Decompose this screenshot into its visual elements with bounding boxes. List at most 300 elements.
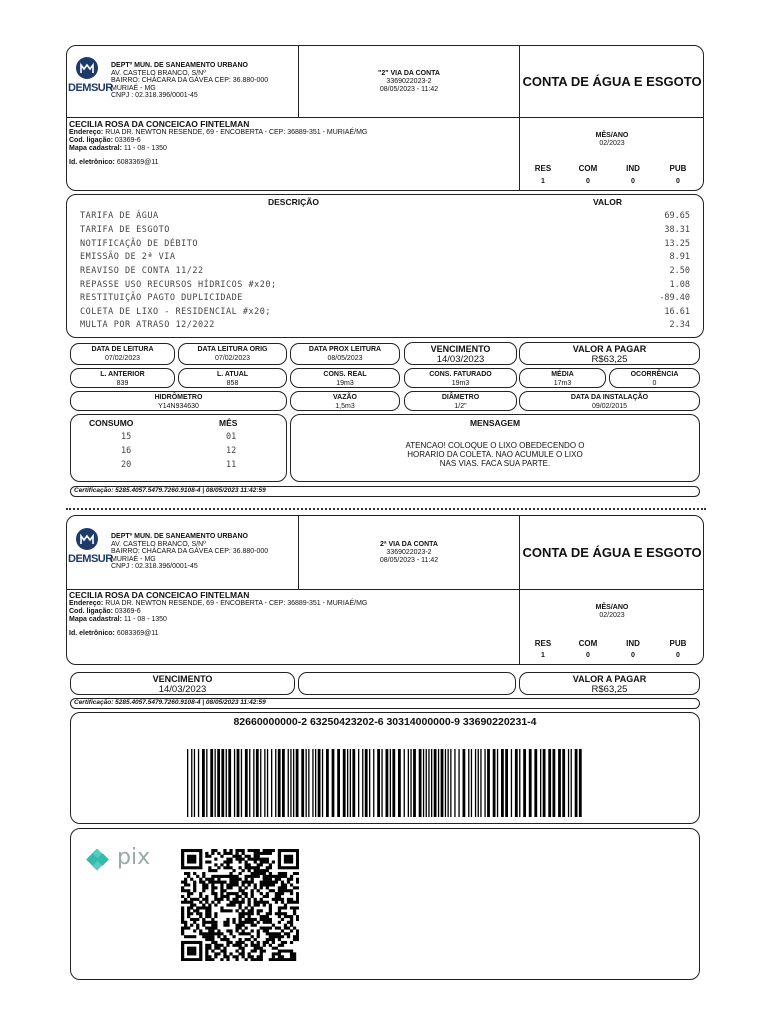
qr-module [205, 938, 208, 941]
qr-module [251, 918, 254, 921]
qr-module [263, 941, 266, 944]
qr-module [278, 932, 281, 935]
pix-qr-code [181, 849, 299, 961]
qr-module [238, 938, 241, 941]
qr-module [196, 866, 199, 869]
qr-module [272, 898, 275, 901]
qr-module [211, 935, 214, 938]
qr-module [235, 849, 238, 852]
barcode-bar [423, 749, 424, 817]
barcode-bar [290, 749, 291, 817]
qr-module [229, 872, 232, 875]
barcode-bar [548, 749, 551, 817]
qr-module [251, 878, 254, 881]
barcode-bar [191, 749, 192, 817]
qr-module [245, 912, 248, 915]
qr-module [190, 898, 193, 901]
qr-module [238, 889, 241, 892]
qr-module [217, 929, 220, 932]
qr-module [242, 955, 245, 958]
qr-module [226, 895, 229, 898]
qr-module [290, 875, 293, 878]
qr-module [184, 898, 187, 901]
qr-module [257, 855, 260, 858]
qr-module [220, 938, 223, 941]
qr-module [242, 912, 245, 915]
qr-module [251, 906, 254, 909]
qr-module [287, 927, 290, 930]
consumption-history: CONSUMO MÊS 15 01 16 12 20 11 [70, 414, 287, 482]
qr-module [290, 898, 293, 901]
qr-module [208, 860, 211, 863]
qr-module [214, 892, 217, 895]
qr-module [269, 921, 272, 924]
qr-module [220, 889, 223, 892]
qr-module [260, 892, 263, 895]
qr-module [190, 892, 193, 895]
qr-module [287, 860, 290, 863]
qr-module [266, 892, 269, 895]
qr-module [248, 855, 251, 858]
qr-module [242, 898, 245, 901]
qr-module [251, 929, 254, 932]
qr-module [251, 872, 254, 875]
qr-module [245, 863, 248, 866]
qr-module [287, 950, 290, 953]
qr-module [266, 878, 269, 881]
qr-module [278, 927, 281, 930]
barcode-bar [445, 749, 446, 817]
barcode-bar [410, 749, 411, 817]
qr-module [232, 875, 235, 878]
qr-module [193, 886, 196, 889]
qr-module [284, 849, 287, 852]
qr-module [278, 863, 281, 866]
qr-module [290, 901, 293, 904]
barcode-bar [288, 749, 289, 817]
qr-module [290, 941, 293, 944]
qr-module [272, 924, 275, 927]
qr-module [226, 875, 229, 878]
barcode-bar [241, 749, 242, 817]
qr-module [220, 944, 223, 947]
qr-module [242, 950, 245, 953]
qr-module [220, 881, 223, 884]
qr-module [205, 886, 208, 889]
qr-module [269, 883, 272, 886]
qr-module [187, 906, 190, 909]
qr-module [193, 872, 196, 875]
qr-module [208, 955, 211, 958]
qr-module [223, 935, 226, 938]
qr-module [269, 872, 272, 875]
qr-module [254, 924, 257, 927]
period: MÊS/ANO 02/2023 [595, 604, 629, 619]
qr-module [254, 883, 257, 886]
qr-module [187, 912, 190, 915]
qr-module [281, 898, 284, 901]
qr-module [226, 886, 229, 889]
qr-module [190, 958, 193, 961]
qr-module [260, 852, 263, 855]
qr-module [275, 895, 278, 898]
barcode-bar [501, 749, 504, 817]
qr-module [199, 947, 202, 950]
category-table: RES COM IND PUB 1 0 0 0 [534, 639, 687, 659]
qr-module [263, 878, 266, 881]
qr-module [229, 892, 232, 895]
qr-module [287, 935, 290, 938]
qr-module [229, 932, 232, 935]
qr-module [263, 849, 266, 852]
qr-module [184, 889, 187, 892]
qr-module [223, 849, 226, 852]
qr-module [254, 860, 257, 863]
qr-module [260, 958, 263, 961]
barcode-bar [454, 749, 455, 817]
qr-module [235, 875, 238, 878]
qr-module [278, 955, 281, 958]
qr-module [193, 881, 196, 884]
qr-module [245, 875, 248, 878]
barcode-bar [215, 749, 216, 817]
qr-module [184, 941, 187, 944]
qr-module [181, 866, 184, 869]
qr-module [251, 909, 254, 912]
qr-module [187, 872, 190, 875]
qr-module [296, 895, 299, 898]
qr-module [263, 901, 266, 904]
qr-module [296, 918, 299, 921]
qr-module [269, 889, 272, 892]
qr-module [199, 906, 202, 909]
qr-module [223, 895, 226, 898]
qr-module [211, 958, 214, 961]
qr-module [272, 889, 275, 892]
qr-module [211, 921, 214, 924]
qr-module [226, 883, 229, 886]
barcode-bar [217, 749, 220, 817]
qr-module [238, 921, 241, 924]
barcode-bar [458, 749, 459, 817]
qr-module [278, 849, 281, 852]
next-reading-date: DATA PROX LEITURA 08/05/2023 [290, 343, 400, 365]
qr-module [242, 924, 245, 927]
qr-module [205, 927, 208, 930]
qr-module [272, 947, 275, 950]
qr-module [296, 866, 299, 869]
barcode-bar [487, 749, 490, 817]
qr-module [202, 889, 205, 892]
qr-module [232, 898, 235, 901]
barcode-bar [475, 749, 476, 817]
qr-module [208, 866, 211, 869]
qr-module [199, 860, 202, 863]
qr-module [211, 938, 214, 941]
qr-module [226, 866, 229, 869]
qr-module [235, 858, 238, 861]
qr-module [232, 955, 235, 958]
qr-module [223, 952, 226, 955]
qr-module [199, 915, 202, 918]
qr-module [287, 898, 290, 901]
qr-module [238, 858, 241, 861]
qr-module [275, 932, 278, 935]
qr-module [217, 878, 220, 881]
qr-module [272, 881, 275, 884]
qr-module [251, 955, 254, 958]
qr-module [257, 901, 260, 904]
qr-module [275, 952, 278, 955]
qr-module [181, 958, 184, 961]
qr-module [278, 860, 281, 863]
barcode-bar [497, 749, 498, 817]
qr-module [181, 932, 184, 935]
qr-module [211, 892, 214, 895]
qr-module [266, 881, 269, 884]
qr-module [205, 860, 208, 863]
qr-module [226, 955, 229, 958]
qr-module [187, 892, 190, 895]
qr-module [284, 855, 287, 858]
barcode-bar [187, 749, 188, 817]
qr-module [257, 944, 260, 947]
qr-module [232, 921, 235, 924]
qr-module [251, 889, 254, 892]
qr-module [296, 906, 299, 909]
qr-module [229, 941, 232, 944]
charge-value: -89.40 [659, 293, 690, 303]
qr-module [278, 958, 281, 961]
qr-module [232, 869, 235, 872]
qr-module [223, 860, 226, 863]
qr-module [290, 889, 293, 892]
barcode-bar [264, 749, 265, 817]
qr-module [205, 909, 208, 912]
qr-module [205, 906, 208, 909]
qr-module [202, 875, 205, 878]
qr-module [208, 855, 211, 858]
barcode-bar [413, 749, 416, 817]
qr-module [278, 889, 281, 892]
qr-module [257, 872, 260, 875]
qr-module [251, 858, 254, 861]
qr-module [181, 889, 184, 892]
installation-date: DATA DA INSTALAÇÃO 09/02/2015 [519, 391, 700, 411]
qr-module [214, 904, 217, 907]
qr-module [238, 901, 241, 904]
qr-module [211, 901, 214, 904]
barcode-bar [511, 749, 512, 817]
qr-module [214, 886, 217, 889]
barcode-bar [438, 749, 439, 817]
qr-module [296, 892, 299, 895]
barcode-bar [463, 749, 466, 817]
qr-module [275, 878, 278, 881]
via-info: "2" VIA DA CONTA 3369022023-2 08/05/2023 - 11:42 [378, 70, 440, 93]
qr-module [257, 863, 260, 866]
qr-module [260, 898, 263, 901]
qr-module [290, 950, 293, 953]
qr-module [281, 892, 284, 895]
qr-module [257, 904, 260, 907]
qr-module [281, 849, 284, 852]
barcode-bar [428, 749, 429, 817]
qr-module [269, 878, 272, 881]
qr-module [238, 947, 241, 950]
qr-module [211, 929, 214, 932]
charge-desc: TARIFA DE ÁGUA [80, 211, 159, 221]
qr-module [242, 883, 245, 886]
qr-module [251, 924, 254, 927]
qr-module [187, 901, 190, 904]
qr-module [196, 875, 199, 878]
qr-module [211, 927, 214, 930]
qr-module [248, 883, 251, 886]
qr-module [208, 958, 211, 961]
qr-module [281, 872, 284, 875]
qr-module [202, 883, 205, 886]
qr-module [235, 855, 238, 858]
qr-module [202, 872, 205, 875]
qr-module [254, 901, 257, 904]
qr-module [223, 875, 226, 878]
qr-module [196, 918, 199, 921]
qr-module [235, 909, 238, 912]
qr-module [214, 941, 217, 944]
qr-module [248, 901, 251, 904]
qr-module [260, 915, 263, 918]
qr-module [254, 958, 257, 961]
pix-diamond-icon [85, 849, 113, 873]
qr-module [223, 938, 226, 941]
qr-module [245, 860, 248, 863]
qr-module [226, 852, 229, 855]
qr-module [287, 866, 290, 869]
demsur-logo: DEMSUR [70, 57, 110, 101]
qr-module [287, 921, 290, 924]
qr-module [208, 915, 211, 918]
barcode-bar [505, 749, 508, 817]
qr-module [260, 886, 263, 889]
qr-module [242, 947, 245, 950]
qr-module [214, 858, 217, 861]
qr-module [187, 941, 190, 944]
qr-module [281, 906, 284, 909]
qr-module [229, 878, 232, 881]
qr-module [242, 929, 245, 932]
qr-module [248, 866, 251, 869]
qr-module [257, 912, 260, 915]
qr-module [205, 921, 208, 924]
qr-module [281, 881, 284, 884]
qr-module [284, 912, 287, 915]
qr-module [202, 924, 205, 927]
qr-module [205, 955, 208, 958]
qr-module [284, 883, 287, 886]
charge-desc: REAVISO DE CONTA 11/22 [80, 266, 204, 276]
qr-module [229, 901, 232, 904]
qr-module [208, 944, 211, 947]
barcode-bar [362, 749, 363, 817]
qr-module [260, 901, 263, 904]
barcode-bar [301, 749, 304, 817]
qr-module [223, 950, 226, 953]
qr-module [196, 912, 199, 915]
qr-module [199, 944, 202, 947]
qr-module [190, 941, 193, 944]
qr-module [263, 872, 266, 875]
qr-module [187, 855, 190, 858]
via-info: 2ª VIA DA CONTA 3369022023-2 08/05/2023 - 11:42 [379, 541, 439, 564]
qr-module [199, 858, 202, 861]
qr-module [260, 872, 263, 875]
qr-module [266, 866, 269, 869]
qr-module [238, 878, 241, 881]
qr-module [214, 955, 217, 958]
qr-module [296, 901, 299, 904]
qr-module [217, 952, 220, 955]
qr-module [257, 947, 260, 950]
cut-line [66, 508, 706, 510]
qr-module [293, 952, 296, 955]
qr-module [229, 860, 232, 863]
qr-module [229, 952, 232, 955]
qr-module [181, 858, 184, 861]
qr-module [208, 904, 211, 907]
qr-module [257, 958, 260, 961]
qr-module [184, 927, 187, 930]
qr-module [278, 886, 281, 889]
qr-module [190, 858, 193, 861]
qr-module [184, 921, 187, 924]
qr-module [281, 886, 284, 889]
qr-module [223, 866, 226, 869]
qr-module [187, 883, 190, 886]
qr-module [238, 915, 241, 918]
qr-module [266, 852, 269, 855]
qr-module [238, 886, 241, 889]
qr-module [293, 849, 296, 852]
qr-module [193, 958, 196, 961]
qr-module [296, 935, 299, 938]
qr-module [196, 909, 199, 912]
qr-module [232, 881, 235, 884]
qr-module [293, 912, 296, 915]
qr-module [232, 904, 235, 907]
qr-module [181, 927, 184, 930]
qr-module [275, 912, 278, 915]
qr-module [226, 958, 229, 961]
qr-module [254, 944, 257, 947]
qr-module [211, 852, 214, 855]
qr-module [226, 858, 229, 861]
qr-module [266, 912, 269, 915]
qr-module [181, 947, 184, 950]
qr-module [296, 886, 299, 889]
period: MÊS/ANO 02/2023 [595, 132, 629, 147]
qr-module [290, 921, 293, 924]
qr-module [293, 886, 296, 889]
qr-module [284, 860, 287, 863]
barcode-bar [381, 749, 382, 817]
qr-module [245, 906, 248, 909]
blank-field [298, 672, 516, 695]
qr-module [266, 921, 269, 924]
qr-module [266, 918, 269, 921]
qr-module [235, 878, 238, 881]
qr-module [193, 883, 196, 886]
